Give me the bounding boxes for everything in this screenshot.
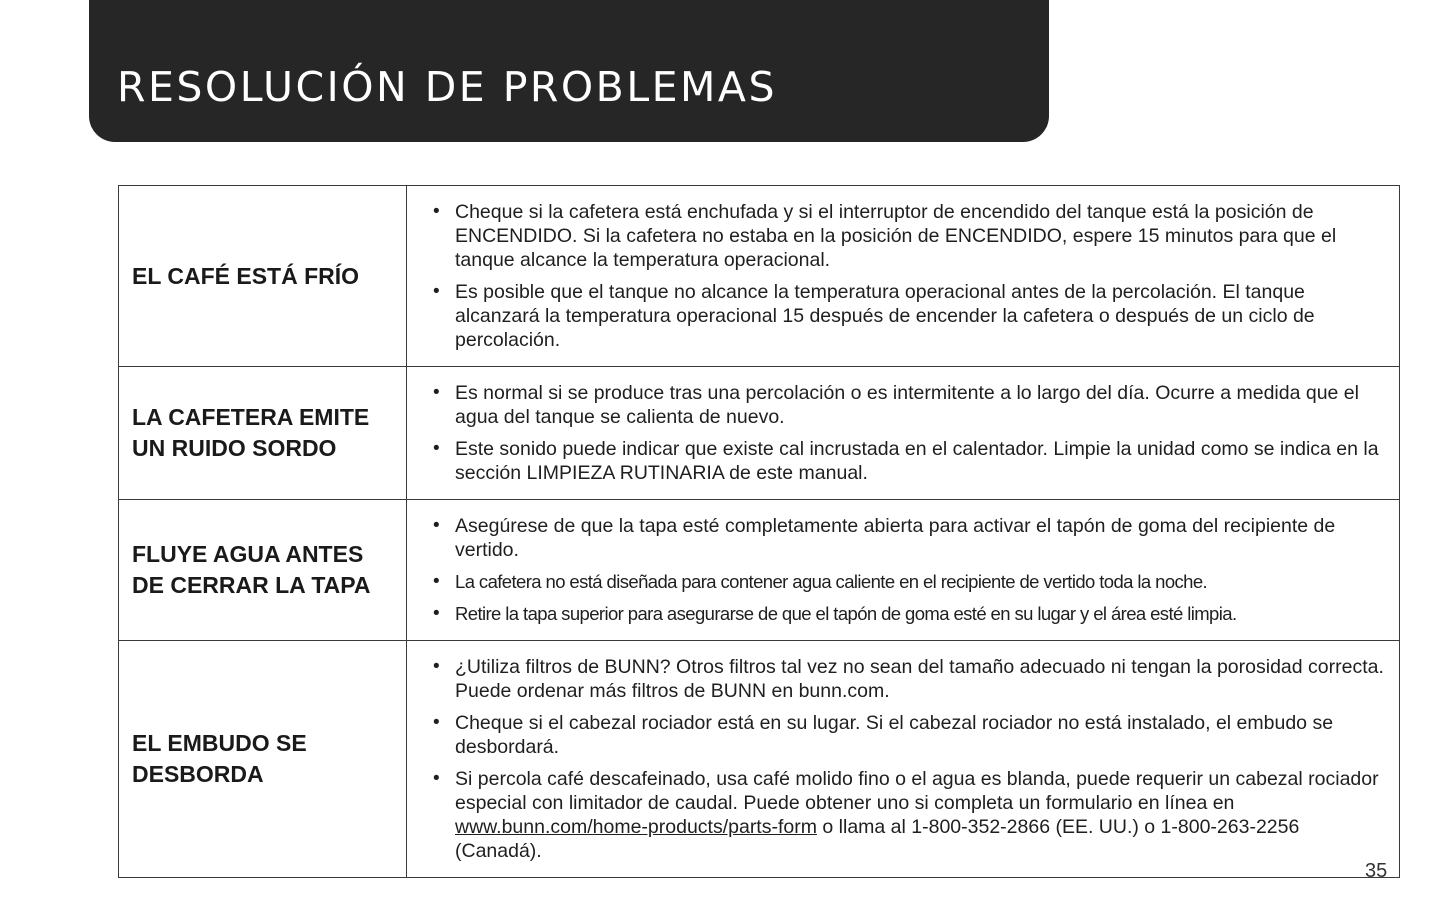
problem-cell [119,641,407,878]
problem-label-line-2: UN RUIDO SORDO [132,435,337,461]
table-row [119,186,1400,367]
solution-item: • Este sonido puede indicar que existe cal incrustada en el calentador. Limpie la unidad como se indica en la sección LIMPIEZA RUTINARIA de este manual. [431,437,1387,485]
solution-item: • Asegúrese de que la tapa esté completamente abierta para activar el tapón de goma del recipiente de vertido. [431,514,1387,562]
solution-cell [407,186,1400,367]
problem-label: EL CAFÉ ESTÁ FRÍO [132,262,360,289]
section-header [89,0,1049,142]
solution-item: • Es posible que el tanque no alcance la temperatura operacional antes de la percolación. El tanque alcanzará la temperatura operacional 15 después de encender la cafetera o después de un ciclo de percolación. [431,280,1387,352]
problem-cell [119,500,407,641]
problem-cell [119,186,407,367]
solution-text: o llama al 1-800-352-2866 (EE. UU.) o 1-800-263-2256 (Canadá). [455,816,1300,862]
solution-list [431,200,1387,352]
table-row [119,367,1400,500]
problem-cell [119,367,407,500]
solution-item: • ¿Utiliza filtros de BUNN? Otros filtros tal vez no sean del tamaño adecuado ni tengan la porosidad correcta. Puede ordenar más filtros de BUNN en bunn.com. [431,655,1387,703]
solution-item: • La cafetera no está diseñada para contener agua caliente en el recipiente de vertido toda la noche. [431,570,1387,594]
solution-list [431,514,1387,626]
parts-form-link[interactable]: www.bunn.com/home-products/parts-form [455,816,817,838]
solution-text: Si percola café descafeinado, usa café molido fino o el agua es blanda, puede requerir un cabezal rociador especial con limitador de caudal. Puede obtener uno si completa un formulario en línea en [455,768,1379,814]
problem-label-line-2: DE CERRAR LA TAPA [132,572,371,598]
solution-item [431,767,1387,863]
solution-item: • Cheque si la cafetera está enchufada y si el interruptor de encendido del tanque está la posición de ENCENDIDO. Si la cafetera no estaba en la posición de ENCENDIDO, espere 15 minutos para que el tanque alcance la temperatura operacional. [431,200,1387,272]
solution-list [431,381,1387,485]
table-row [119,500,1400,641]
solution-item: • Cheque si el cabezal rociador está en su lugar. Si el cabezal rociador no está instalado, el embudo se desbordará. [431,711,1387,759]
page-number: 35 [1365,860,1388,882]
problem-label-line-2: DESBORDA [132,761,264,787]
table-row [119,641,1400,878]
solution-cell [407,500,1400,641]
problem-label-line-1: LA CAFETERA EMITE [132,404,370,430]
troubleshooting-table [118,185,1400,878]
solution-item: • Retire la tapa superior para asegurarse de que el tapón de goma esté en su lugar y el área esté limpia. [431,602,1387,626]
solution-cell [407,641,1400,878]
solution-cell [407,367,1400,500]
solution-list [431,655,1387,863]
problem-label-line-1: EL EMBUDO SE [132,730,307,756]
solution-item: • Es normal si se produce tras una percolación o es intermitente a lo largo del día. Ocurre a medida que el agua del tanque se calienta de nuevo. [431,381,1387,429]
page-title: RESOLUCIÓN DE PROBLEMAS [117,63,778,111]
problem-label-line-1: FLUYE AGUA ANTES [132,541,364,567]
